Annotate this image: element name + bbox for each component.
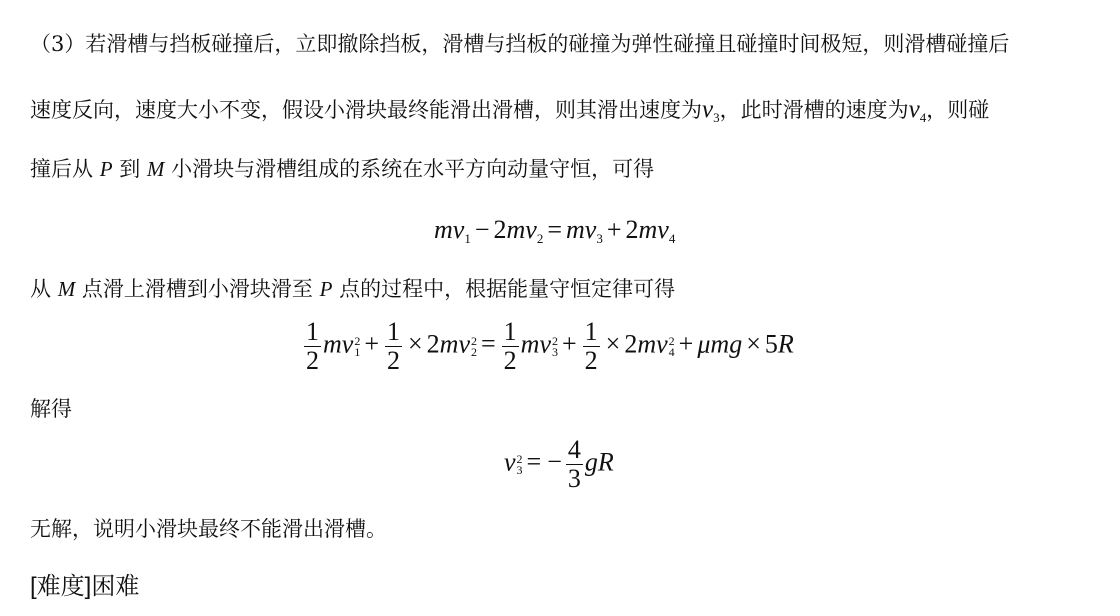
fraction-one-half [583,318,600,375]
coef-2: 2 [624,329,638,359]
numerator: 1 [306,317,319,346]
times-sign: × [408,329,423,359]
sub-3: 3 [713,110,720,125]
text-segment: 撞后从 [30,157,93,181]
text-line: （3）若滑槽与挡板碰撞后，立即撤除挡板，滑槽与挡板的碰撞为弹性碰撞且碰撞时间极短，则滑槽碰撞后 [30,32,1010,56]
var-R: R [777,329,794,359]
sub-4: 4 [919,110,927,125]
var-m: m [439,329,459,359]
coef-5: 5 [764,329,778,359]
sup-2: 2 [516,451,523,466]
var-v: v [341,329,354,359]
var-m: m [506,215,526,244]
var-m: m [520,329,540,359]
var-m: m [638,215,658,244]
paragraph-3 [30,155,654,183]
var-mu: μ [697,329,711,359]
var-v: v [539,329,551,359]
var-m: m [434,215,453,244]
plus-sign: + [562,329,577,359]
var-M: M [57,277,76,301]
var-v: v [702,96,714,123]
var-g: g [584,447,598,477]
var-M: M [146,157,165,181]
sub-4: 4 [668,344,675,359]
sub-1: 1 [354,344,361,359]
plus-sign: + [678,329,694,359]
var-v: v [525,215,537,244]
numerator: 1 [503,317,517,346]
sub-1: 1 [464,231,471,246]
text-segment: ，则碰 [926,98,990,122]
coef-2: 2 [426,329,440,359]
paragraph-1 [30,30,1009,58]
var-v: v [657,215,669,244]
minus-sign: − [547,447,562,477]
text-segment: ，此时滑槽的速度为 [719,98,909,122]
var-m: m [566,215,585,244]
equals-sign: = [481,329,496,359]
text-segment: 解得 [30,397,72,421]
fraction-four-thirds [566,436,583,493]
sub-3: 3 [516,462,523,477]
fraction-one-half [502,318,519,375]
times-sign: × [746,329,761,359]
equals-sign: = [547,215,562,244]
text-segment: 点的过程中，根据能量守恒定律可得 [339,277,676,301]
text-segment: 点滑上滑槽到小滑块滑至 [81,277,313,301]
fraction-one-half [304,318,321,375]
denominator: 2 [584,346,598,375]
numerator: 1 [584,317,598,346]
text-segment: 小滑块与滑槽组成的系统在水平方向动量守恒，可得 [171,157,655,181]
equation-momentum [434,214,675,255]
var-m: m [637,329,657,359]
denominator: 2 [306,346,319,375]
coef-2: 2 [493,215,507,244]
var-v: v [452,215,465,244]
paragraph-6 [30,515,387,543]
sup-2: 2 [354,333,361,348]
sub-4: 4 [668,231,676,246]
numerator: 4 [567,435,581,464]
sub-sup-pair [516,451,523,477]
var-m: m [710,329,730,359]
denominator: 3 [567,464,581,493]
coef-2: 2 [625,215,639,244]
text-segment: 从 [30,277,51,301]
denominator: 2 [387,346,400,375]
var-v: v [656,329,668,359]
sub-2: 2 [536,231,544,246]
var-R: R [597,447,614,477]
minus-sign: − [474,215,490,244]
var-m: m [323,329,342,359]
sup-2: 2 [668,333,675,348]
var-P: P [99,157,113,181]
paragraph-5 [30,395,72,423]
equation-energy [302,318,794,375]
fraction-one-half [385,318,402,375]
plus-sign: + [364,329,379,359]
sup-2: 2 [552,333,558,348]
plus-sign: + [606,215,622,244]
var-v: v [908,96,920,123]
numerator: 1 [387,317,400,346]
text-segment: 速度反向，速度大小不变，假设小滑块最终能滑出滑槽，则其滑出速度为 [30,98,702,122]
equation-result [504,436,614,493]
equals-sign: = [526,447,542,477]
text-segment: 到 [119,157,141,181]
var-g: g [729,329,743,359]
text-line: 无解，说明小滑块最终不能滑出滑槽。 [30,517,387,541]
difficulty-label: [难度]困难 [30,573,140,600]
sub-3: 3 [596,231,603,246]
times-sign: × [605,329,621,359]
var-v: v [504,447,516,477]
var-P: P [319,277,333,301]
denominator: 2 [503,346,517,375]
var-v: v [584,215,597,244]
var-v: v [458,329,470,359]
paragraph-4 [30,275,675,303]
sub-3: 3 [552,344,558,359]
sub-sup-pair [668,333,675,359]
paragraph-2 [30,96,989,132]
sub-2: 2 [471,344,477,359]
sup-2: 2 [471,333,477,348]
